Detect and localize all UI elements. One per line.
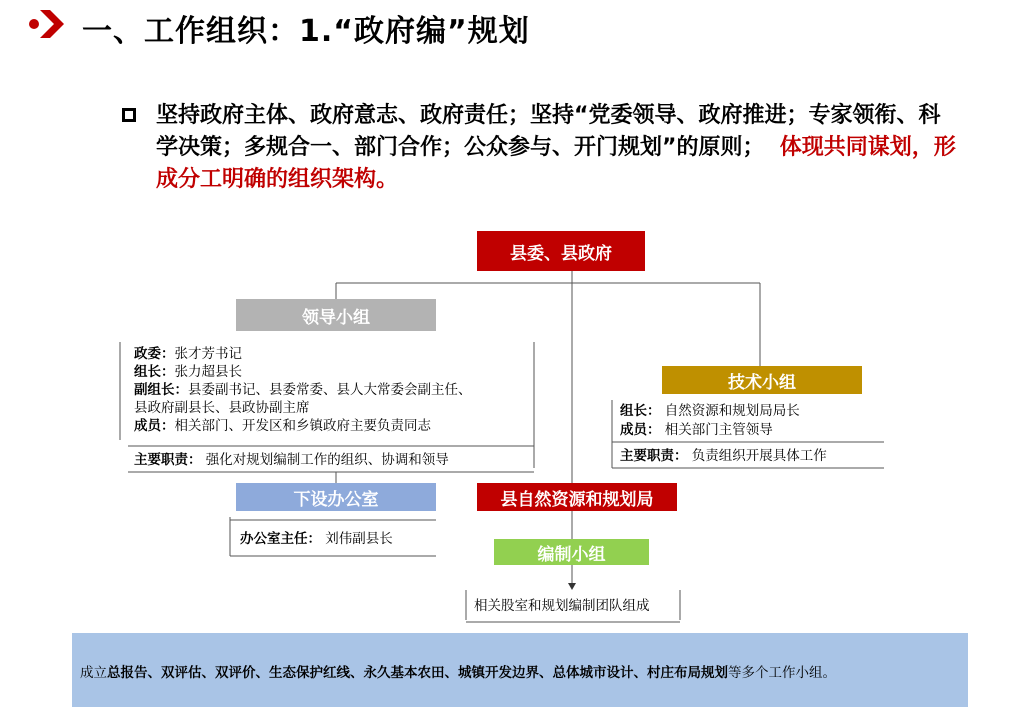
tech-row-label: 成员 bbox=[620, 422, 647, 438]
arrow-head-icon bbox=[568, 583, 576, 590]
lead-row-label: 成员 bbox=[134, 418, 161, 434]
leading-group-header: 领导小组 bbox=[236, 299, 436, 331]
principle-emphasis: 体现共同谋划，形成分工明确的组织架构。 bbox=[156, 135, 956, 192]
office-director-value: 刘伟副县长 bbox=[325, 531, 393, 547]
principle-paragraph bbox=[156, 100, 956, 196]
lead-row-4: 成员：相关部门、开发区和乡镇政府主要负责同志 bbox=[134, 418, 431, 434]
footer-text bbox=[80, 661, 836, 681]
tech-row-value: 自然资源和规划局局长 bbox=[664, 403, 800, 419]
principle-text: 坚持政府主体、政府意志、政府责任；坚持“党委领导、政府推进；专家领衔、科学决策；多规合一、部门合作；公众参与、开门规划”的原则； bbox=[156, 103, 941, 160]
lead-row-label: 副组长 bbox=[134, 382, 175, 398]
lead-row-label: 组长 bbox=[134, 364, 161, 380]
lead-row-0: 政委：张才芳书记 bbox=[134, 346, 242, 362]
lead-row-value: 县政府副县长、县政协副主席 bbox=[134, 400, 310, 416]
lead-row-value: 县委副书记、县委常委、县人大常委会副主任、 bbox=[188, 382, 472, 398]
footer-prefix: 成立 bbox=[80, 665, 107, 681]
tech-row-1: 成员： 相关部门主管领导 bbox=[620, 422, 773, 438]
footer-bold: 总报告、双评估、双评价、生态保护红线、永久基本农田、城镇开发边界、总体城市设计、村庄布局规划 bbox=[107, 665, 728, 681]
lead-duty-value: 强化对规划编制工作的组织、协调和领导 bbox=[205, 452, 449, 468]
lead-row-value: 相关部门、开发区和乡镇政府主要负责同志 bbox=[174, 418, 431, 434]
tech-duty-label: 主要职责 bbox=[620, 448, 674, 464]
office-director-label: 办公室主任 bbox=[240, 531, 308, 547]
lead-row-1: 组长：张力超县长 bbox=[134, 364, 242, 380]
bureau-header: 县自然资源和规划局 bbox=[477, 483, 677, 511]
tech-duty: 主要职责： 负责组织开展具体工作 bbox=[620, 448, 827, 464]
office-header: 下设办公室 bbox=[236, 483, 436, 511]
tech-row-value: 相关部门主管领导 bbox=[664, 422, 773, 438]
footer-suffix: 等多个工作小组。 bbox=[728, 665, 836, 681]
office-director: 办公室主任： 刘伟副县长 bbox=[240, 531, 393, 547]
compile-group-header: 编制小组 bbox=[494, 539, 649, 565]
tech-group-header: 技术小组 bbox=[662, 366, 862, 394]
county-government-box: 县委、县政府 bbox=[477, 231, 645, 271]
compile-group-desc: 相关股室和规划编制团队组成 bbox=[474, 598, 650, 614]
tech-row-0: 组长： 自然资源和规划局局长 bbox=[620, 403, 800, 419]
lead-row-label: 政委 bbox=[134, 346, 161, 362]
lead-duty: 主要职责： 强化对规划编制工作的组织、协调和领导 bbox=[134, 452, 449, 468]
page-title: 一、工作组织：1.“政府编”规划 bbox=[82, 14, 530, 49]
lead-row-value: 张才芳书记 bbox=[174, 346, 242, 362]
chevron-logo-icon bbox=[28, 6, 68, 42]
lead-row-2: 副组长：县委副书记、县委常委、县人大常委会副主任、 bbox=[134, 382, 472, 398]
lead-row-value: 张力超县长 bbox=[174, 364, 242, 380]
tech-row-label: 组长 bbox=[620, 403, 647, 419]
tech-duty-value: 负责组织开展具体工作 bbox=[691, 448, 827, 464]
lead-row-3 bbox=[134, 399, 310, 417]
square-bullet-icon bbox=[122, 108, 136, 122]
lead-duty-label: 主要职责 bbox=[134, 452, 188, 468]
